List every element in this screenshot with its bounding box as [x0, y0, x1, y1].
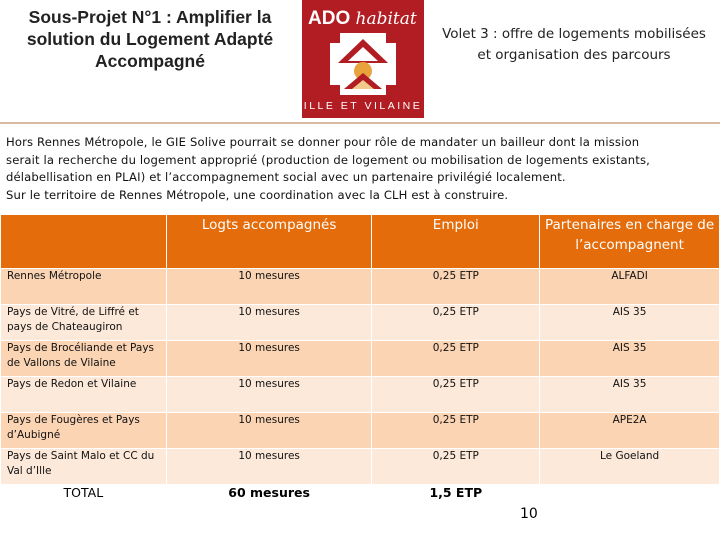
territory-cell: Rennes Métropole — [1, 269, 167, 305]
table-header-blank — [1, 215, 167, 269]
table-row — [1, 269, 720, 305]
total-logts: 60 mesures — [166, 485, 372, 521]
logts-cell: 10 mesures — [166, 413, 372, 449]
measures-table — [0, 214, 720, 521]
partner-cell: AIS 35 — [540, 377, 720, 413]
intro-line: Hors Rennes Métropole, le GIE Solive pourrait se donner pour rôle de mandater un bailleur dont la mission — [6, 135, 640, 149]
total-emploi: 1,5 ETP — [372, 485, 540, 521]
logo-region: ILLE ET VILAINE — [303, 100, 423, 112]
total-label: TOTAL — [1, 485, 167, 521]
page-number: 10 — [520, 506, 538, 522]
partner-cell: AIS 35 — [540, 305, 720, 341]
emploi-cell: 0,25 ETP — [372, 305, 540, 341]
logts-cell: 10 mesures — [166, 449, 372, 485]
emploi-cell: 0,25 ETP — [372, 449, 540, 485]
header-divider — [0, 122, 720, 124]
territory-cell: Pays de Redon et Vilaine — [1, 377, 167, 413]
territory-cell: Pays de Saint Malo et CC du Val d’Ille — [1, 449, 167, 485]
intro-line: Sur le territoire de Rennes Métropole, une coordination avec la CLH est à construire. — [6, 187, 509, 202]
total-blank — [540, 485, 720, 521]
title-box — [0, 0, 298, 118]
logts-cell: 10 mesures — [166, 269, 372, 305]
table-row — [1, 449, 720, 485]
logo-brand — [308, 8, 417, 30]
header-partenaires: Partenaires en charge de l’accompagnent — [540, 215, 720, 269]
partner-cell: Le Goeland — [540, 449, 720, 485]
logo-brand-italic: habitat — [355, 9, 417, 29]
logo-emblem-icon — [330, 33, 396, 95]
partner-cell: APE2A — [540, 413, 720, 449]
volet-title: Volet 3 : offre de logements mobilisées et organisation des parcours — [442, 26, 706, 63]
partner-cell: ALFADI — [540, 269, 720, 305]
page-title: Sous-Projet N°1 : Amplifier la solution du Logement Adapté Accompagné — [26, 7, 274, 71]
territory-cell: Pays de Brocéliande et Pays de Vallons de Vilaine — [1, 341, 167, 377]
total-row — [1, 485, 720, 521]
table-row — [1, 341, 720, 377]
emploi-cell: 0,25 ETP — [372, 377, 540, 413]
intro-line: serait la recherche du logement approprié (production de logement ou mobilisation de logements existants, — [6, 152, 650, 167]
logo-brand-bold: ADO — [308, 8, 351, 29]
table-row — [1, 305, 720, 341]
header-logts: Logts accompagnés — [166, 215, 372, 269]
ado-habitat-logo — [302, 0, 424, 118]
emploi-cell: 0,25 ETP — [372, 269, 540, 305]
logts-cell: 10 mesures — [166, 341, 372, 377]
logts-cell: 10 mesures — [166, 305, 372, 341]
header-emploi: Emploi — [372, 215, 540, 269]
logts-cell: 10 mesures — [166, 377, 372, 413]
territory-cell: Pays de Vitré, de Liffré et pays de Chateaugiron — [1, 305, 167, 341]
table-row — [1, 377, 720, 413]
intro-paragraph — [6, 134, 720, 204]
territory-cell: Pays de Fougères et Pays d’Aubigné — [1, 413, 167, 449]
partner-cell: AIS 35 — [540, 341, 720, 377]
emploi-cell: 0,25 ETP — [372, 341, 540, 377]
table-row — [1, 413, 720, 449]
table-header-row — [1, 215, 720, 269]
emploi-cell: 0,25 ETP — [372, 413, 540, 449]
intro-line: délabellisation en PLAI) et l’accompagnement social avec un partenaire privilégié localement. — [6, 170, 566, 184]
